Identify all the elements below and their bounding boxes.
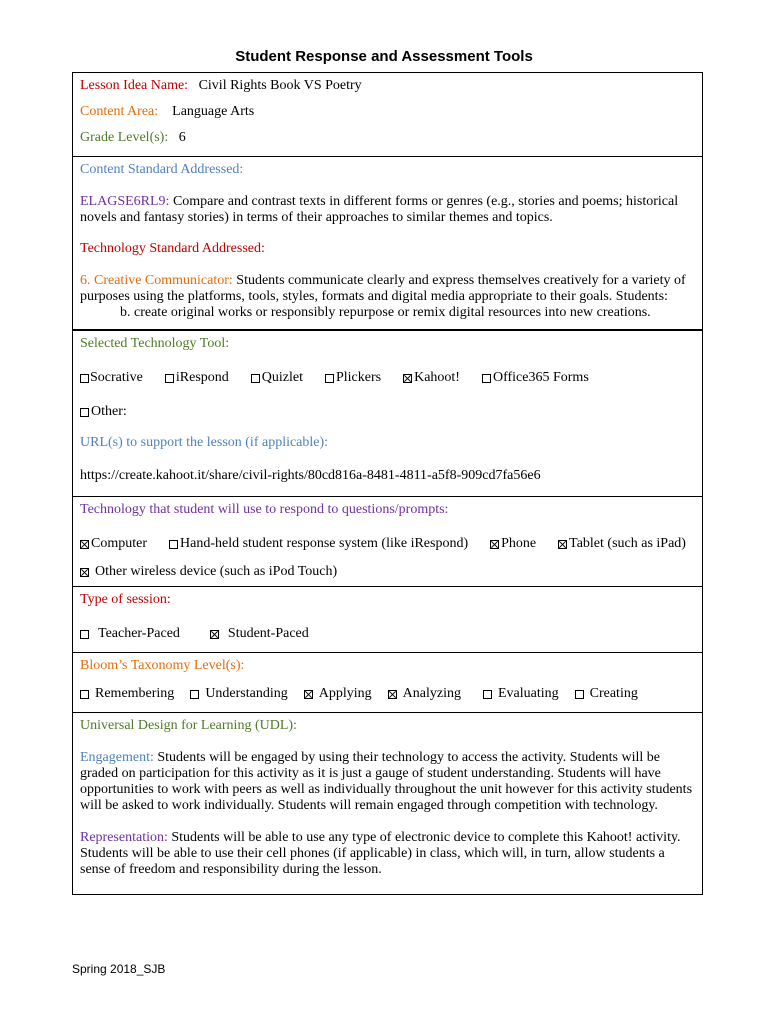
checkbox-icon[interactable] — [80, 630, 89, 639]
standards-section — [73, 157, 702, 331]
udl-heading: Universal Design for Learning (UDL): — [80, 718, 297, 733]
lesson-idea-label: Lesson Idea Name: — [80, 78, 189, 93]
content-standard-heading: Content Standard Addressed: — [80, 162, 244, 177]
blooms-option-creating[interactable]: Creating — [575, 686, 638, 702]
technology-standard-heading: Technology Standard Addressed: — [80, 241, 265, 256]
page-footer: Spring 2018_SJB — [72, 962, 166, 976]
content-standard-text — [80, 194, 695, 226]
checkbox-icon[interactable] — [80, 408, 89, 417]
checkbox-icon[interactable] — [482, 374, 491, 383]
tool-option-other[interactable]: Other: — [80, 404, 127, 420]
checkbox-icon[interactable] — [169, 540, 178, 549]
checked-checkbox-icon[interactable] — [304, 690, 313, 699]
response-technology-section — [73, 497, 702, 587]
checkbox-icon[interactable] — [575, 690, 584, 699]
session-option-teacher-paced[interactable]: Teacher-Paced — [80, 626, 180, 642]
udl-engagement-label: Engagement: — [80, 750, 154, 765]
session-option-student-paced[interactable]: Student-Paced — [210, 626, 309, 642]
checked-checkbox-icon[interactable] — [403, 374, 412, 383]
session-type-heading: Type of session: — [80, 592, 171, 607]
checked-checkbox-icon[interactable] — [80, 540, 89, 549]
response-technology-heading: Technology that student will use to respond to questions/prompts: — [80, 502, 449, 517]
tool-option-kahoot[interactable]: Kahoot! — [403, 370, 460, 386]
technology-tool-heading: Selected Technology Tool: — [80, 336, 230, 351]
checked-checkbox-icon[interactable] — [558, 540, 567, 549]
tool-option-plickers[interactable]: Plickers — [325, 370, 381, 386]
device-option-computer[interactable]: Computer — [80, 536, 147, 552]
tool-option-irespond[interactable]: iRespond — [165, 370, 229, 386]
content-area-label: Content Area: — [80, 104, 159, 119]
udl-engagement-description: Students will be engaged by using their technology to access the activity. Students will be graded on participation for this activity as it is just a gauge of student understanding. Students will have opportunities to work with peers as well as individually throughout the unit however for this activity students will be asked to work individually. Students will remain engaged through competition with technology. — [80, 750, 693, 813]
checkbox-icon[interactable] — [483, 690, 492, 699]
udl-representation-description: Students will be able to use any type of electronic device to complete this Kahoot! activity. Students will be able to use their cell phones (if applicable) in class, which will, in turn, allow students a sense of freedom and responsibility during the lesson. — [80, 830, 681, 877]
technology-tool-section — [73, 331, 702, 497]
checkbox-icon[interactable] — [80, 374, 89, 383]
technology-standard-subitem: b. create original works or responsibly repurpose or remix digital resources into new creations. — [120, 305, 651, 320]
device-option-phone[interactable]: Phone — [490, 536, 536, 552]
udl-representation-text — [80, 830, 695, 878]
document-title: Student Response and Assessment Tools — [235, 48, 533, 65]
udl-section — [73, 713, 702, 894]
blooms-option-understanding[interactable]: Understanding — [190, 686, 287, 702]
device-option-tablet[interactable]: Tablet (such as iPad) — [558, 536, 686, 552]
checkbox-icon[interactable] — [165, 374, 174, 383]
session-type-section — [73, 587, 702, 653]
grade-level-label: Grade Level(s): — [80, 130, 169, 145]
tool-option-quizlet[interactable]: Quizlet — [251, 370, 303, 386]
tool-option-socrative[interactable]: Socrative — [80, 370, 143, 386]
assessment-form — [72, 72, 703, 895]
content-standard-code: ELAGSE6RL9: — [80, 194, 170, 209]
content-standard-description: Compare and contrast texts in different forms or genres (e.g., stories and poems; historical novels and fantasy stories) in terms of their approaches to similar themes and topics. — [80, 194, 679, 225]
technology-tool-options — [80, 370, 695, 386]
blooms-taxonomy-heading: Bloom’s Taxonomy Level(s): — [80, 658, 245, 673]
checkbox-icon[interactable] — [251, 374, 260, 383]
url-heading: URL(s) to support the lesson (if applicable): — [80, 435, 329, 450]
lesson-url[interactable]: https://create.kahoot.it/share/civil-rights/80cd816a-8481-4811-a5f8-909cd7fa56e6 — [80, 468, 541, 483]
device-option-hand-held[interactable]: Hand-held student response system (like iRespond) — [169, 536, 468, 552]
device-option-other-wireless[interactable]: Other wireless device (such as iPod Touch) — [80, 564, 337, 580]
lesson-info-section — [73, 73, 702, 157]
checked-checkbox-icon[interactable] — [210, 630, 219, 639]
blooms-option-applying[interactable]: Applying — [304, 686, 372, 702]
grade-level-value: 6 — [178, 130, 186, 145]
checkbox-icon[interactable] — [80, 690, 89, 699]
blooms-option-analyzing[interactable]: Analyzing — [388, 686, 461, 702]
technology-standard-code: 6. Creative Communicator: — [80, 273, 233, 288]
blooms-option-evaluating[interactable]: Evaluating — [483, 686, 559, 702]
technology-standard-text — [80, 273, 695, 305]
tool-option-office365-forms[interactable]: Office365 Forms — [482, 370, 589, 386]
blooms-taxonomy-section — [73, 653, 702, 713]
content-area-value: Language Arts — [172, 104, 255, 119]
checkbox-icon[interactable] — [325, 374, 334, 383]
technology-standard-description: Students communicate clearly and express themselves creatively for a variety of purposes using the platforms, tools, styles, formats and digital media appropriate to their goals. Students: — [80, 273, 686, 304]
udl-engagement-text — [80, 750, 695, 814]
lesson-idea-value: Civil Rights Book VS Poetry — [198, 78, 362, 93]
blooms-option-remembering[interactable]: Remembering — [80, 686, 174, 702]
udl-representation-label: Representation: — [80, 830, 168, 845]
checked-checkbox-icon[interactable] — [388, 690, 397, 699]
checked-checkbox-icon[interactable] — [80, 568, 89, 577]
checked-checkbox-icon[interactable] — [490, 540, 499, 549]
checkbox-icon[interactable] — [190, 690, 199, 699]
